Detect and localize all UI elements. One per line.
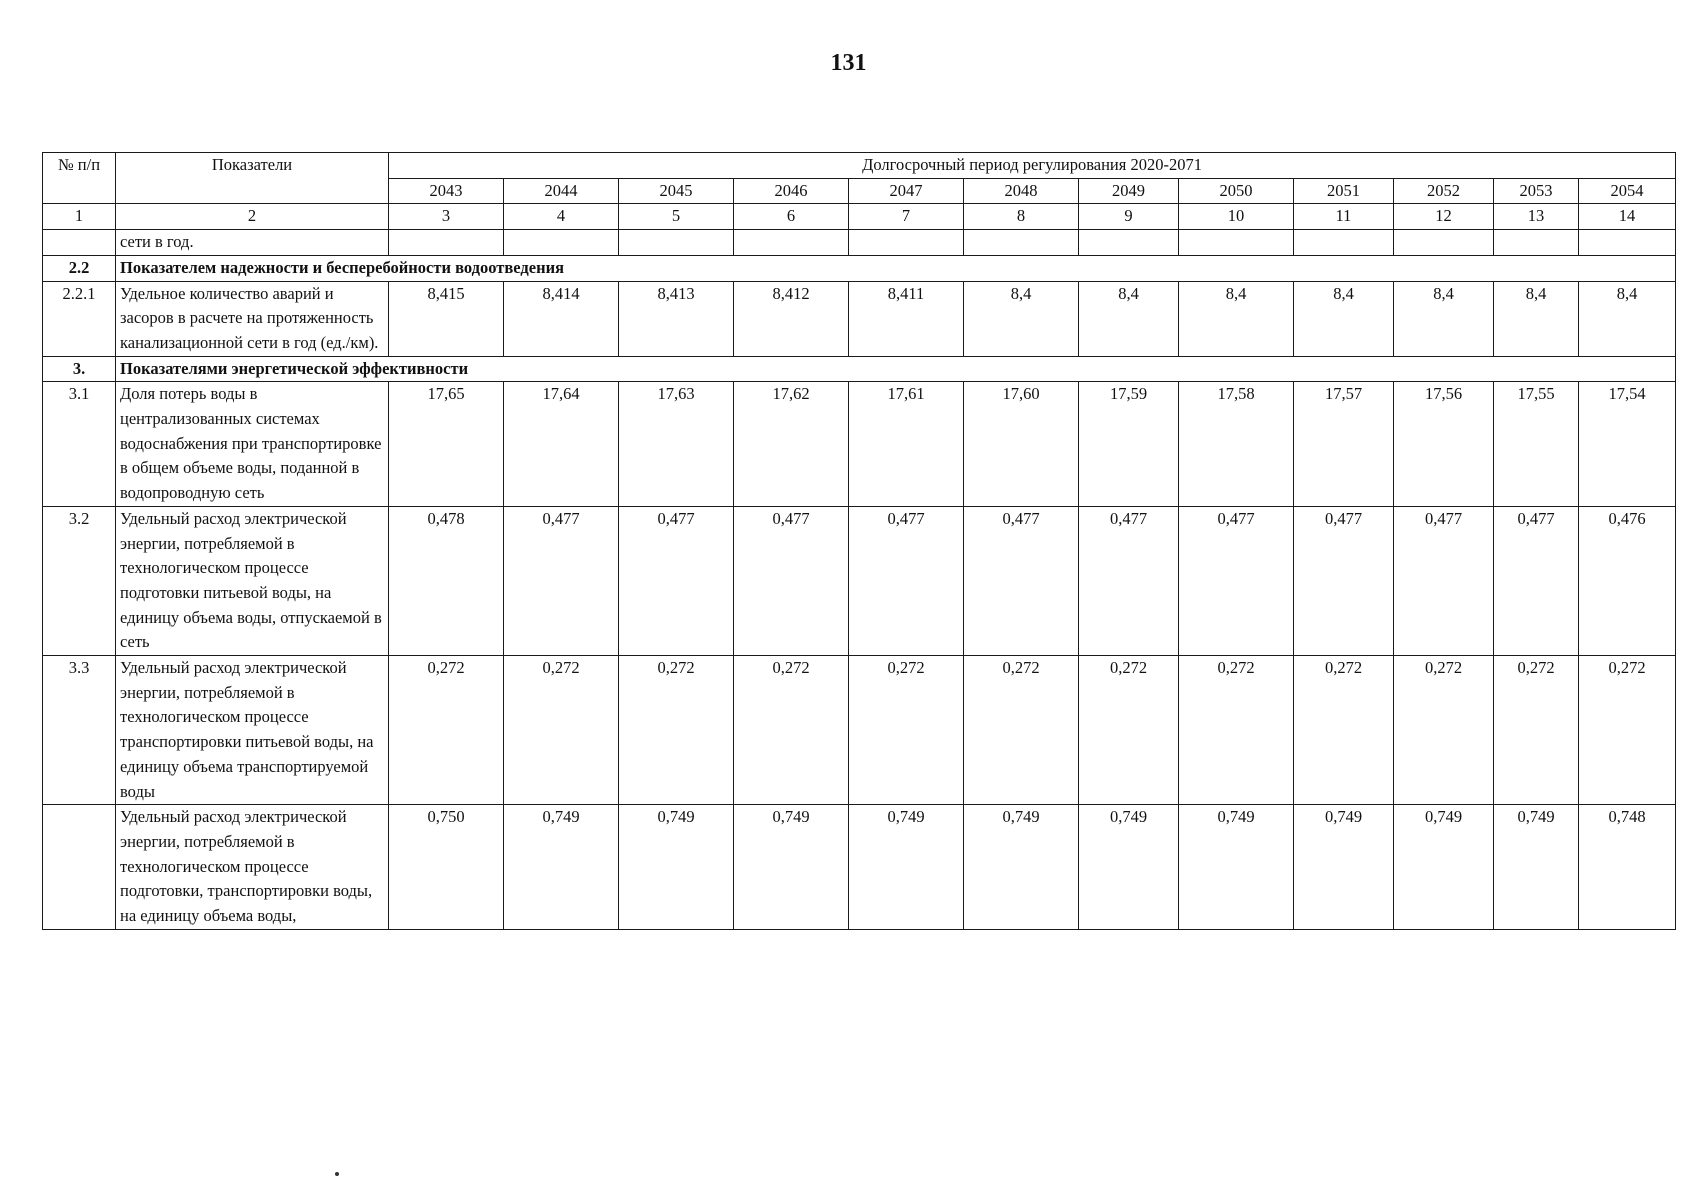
header-year: 2050: [1179, 178, 1294, 204]
row-value: 0,749: [849, 805, 964, 930]
row-value: 8,415: [389, 281, 504, 356]
header-year: 2048: [964, 178, 1079, 204]
row-value: 0,272: [964, 656, 1079, 805]
row-value: 8,413: [619, 281, 734, 356]
row-value: 8,4: [964, 281, 1079, 356]
scan-speck: [335, 1172, 339, 1176]
header-year: 2049: [1079, 178, 1179, 204]
row-value: 0,749: [504, 805, 619, 930]
row-value: 17,64: [504, 382, 619, 507]
row-value: 8,4: [1079, 281, 1179, 356]
row-value: 8,411: [849, 281, 964, 356]
row-value: 0,272: [734, 656, 849, 805]
table-row-last: [43, 805, 1676, 930]
row-value: 8,412: [734, 281, 849, 356]
row-value: 17,61: [849, 382, 964, 507]
row-value: 0,477: [849, 506, 964, 655]
column-number: 7: [849, 204, 964, 230]
row-number: 3.2: [43, 506, 116, 655]
row-value: 0,478: [389, 506, 504, 655]
row-value: 0,477: [1079, 506, 1179, 655]
column-number: 11: [1294, 204, 1394, 230]
row-number: [43, 230, 116, 256]
row-number: 3.1: [43, 382, 116, 507]
row-value: 17,62: [734, 382, 849, 507]
indicators-table: [42, 152, 1676, 930]
row-value: 0,477: [1494, 506, 1579, 655]
header-year: 2053: [1494, 178, 1579, 204]
row-value: 0,477: [619, 506, 734, 655]
row-value: 0,272: [1079, 656, 1179, 805]
row-value: 0,477: [964, 506, 1079, 655]
header-year: 2051: [1294, 178, 1394, 204]
row-value: 0,477: [734, 506, 849, 655]
section-number: 2.2: [43, 255, 116, 281]
row-value: 0,749: [1179, 805, 1294, 930]
row-value: [1179, 230, 1294, 256]
row-value: 0,272: [1579, 656, 1676, 805]
row-number: 2.2.1: [43, 281, 116, 356]
row-value: 17,56: [1394, 382, 1494, 507]
row-value: [964, 230, 1079, 256]
row-name: Удельный расход электрической энергии, потребляемой в технологическом процессе подготовки питьевой воды, на единицу объема воды, отпускаемой в сеть: [116, 506, 389, 655]
header-year: 2043: [389, 178, 504, 204]
row-value: [389, 230, 504, 256]
row-name: Удельный расход электрической энергии, потребляемой в технологическом процессе транспортировки питьевой воды, на единицу объема транспортируемой воды: [116, 656, 389, 805]
row-value: 8,4: [1394, 281, 1494, 356]
column-numbers-row: [43, 204, 1676, 230]
table-row-3-3: [43, 656, 1676, 805]
row-value: 0,272: [1179, 656, 1294, 805]
row-value: 0,749: [1294, 805, 1394, 930]
row-number: 3.3: [43, 656, 116, 805]
row-value: 0,749: [619, 805, 734, 930]
row-value: 8,4: [1179, 281, 1294, 356]
row-value: 17,60: [964, 382, 1079, 507]
row-value: 0,749: [1394, 805, 1494, 930]
row-value: [504, 230, 619, 256]
column-number: 14: [1579, 204, 1676, 230]
section-title: Показателем надежности и бесперебойности водоотведения: [116, 255, 1676, 281]
header-year: 2052: [1394, 178, 1494, 204]
row-number: [43, 805, 116, 930]
header-year: 2047: [849, 178, 964, 204]
column-number: 9: [1079, 204, 1179, 230]
row-value: 0,272: [389, 656, 504, 805]
header-year: 2045: [619, 178, 734, 204]
section-number: 3.: [43, 356, 116, 382]
row-value: 0,477: [1394, 506, 1494, 655]
header-year: 2054: [1579, 178, 1676, 204]
header-year: 2044: [504, 178, 619, 204]
table-row-3-1: [43, 382, 1676, 507]
row-value: 17,58: [1179, 382, 1294, 507]
table-row-2-2-1: [43, 281, 1676, 356]
row-value: [1394, 230, 1494, 256]
header-row-period: [43, 153, 1676, 179]
column-number: 8: [964, 204, 1079, 230]
row-value: 17,54: [1579, 382, 1676, 507]
row-value: [1079, 230, 1179, 256]
column-number: 2: [116, 204, 389, 230]
row-value: 8,414: [504, 281, 619, 356]
row-value: 8,4: [1579, 281, 1676, 356]
table-row-3-2: [43, 506, 1676, 655]
column-number: 12: [1394, 204, 1494, 230]
header-period: Долгосрочный период регулирования 2020-2071: [389, 153, 1676, 179]
row-value: 0,749: [964, 805, 1079, 930]
row-name: сети в год.: [116, 230, 389, 256]
row-value: 0,272: [849, 656, 964, 805]
row-value: 0,476: [1579, 506, 1676, 655]
row-value: [1579, 230, 1676, 256]
row-name: Удельный расход электрической энергии, потребляемой в технологическом процессе подготовки, транспортировки воды, на единицу объема воды,: [116, 805, 389, 930]
row-value: 17,57: [1294, 382, 1394, 507]
row-value: 0,749: [734, 805, 849, 930]
row-value: 0,272: [504, 656, 619, 805]
row-value: 0,749: [1494, 805, 1579, 930]
section-row-2-2: [43, 255, 1676, 281]
row-name: Удельное количество аварий и засоров в расчете на протяженность канализационной сети в год (ед./км).: [116, 281, 389, 356]
section-title: Показателями энергетической эффективности: [116, 356, 1676, 382]
row-value: 17,55: [1494, 382, 1579, 507]
section-row-3: [43, 356, 1676, 382]
row-value: 0,272: [619, 656, 734, 805]
row-value: [1294, 230, 1394, 256]
column-number: 1: [43, 204, 116, 230]
row-value: [849, 230, 964, 256]
header-num: № п/п: [43, 153, 116, 204]
row-value: 8,4: [1294, 281, 1394, 356]
column-number: 4: [504, 204, 619, 230]
header-year: 2046: [734, 178, 849, 204]
column-number: 10: [1179, 204, 1294, 230]
row-value: 8,4: [1494, 281, 1579, 356]
row-value: 0,272: [1294, 656, 1394, 805]
column-number: 13: [1494, 204, 1579, 230]
header-indicators: Показатели: [116, 153, 389, 204]
row-value: 0,750: [389, 805, 504, 930]
row-value: 0,272: [1394, 656, 1494, 805]
row-value: 0,477: [504, 506, 619, 655]
page-number: 131: [830, 50, 867, 76]
row-value: 17,59: [1079, 382, 1179, 507]
row-value: 17,63: [619, 382, 734, 507]
row-value: 0,272: [1494, 656, 1579, 805]
column-number: 3: [389, 204, 504, 230]
row-value: 0,477: [1294, 506, 1394, 655]
row-value: [619, 230, 734, 256]
row-value: 0,749: [1079, 805, 1179, 930]
row-value: 17,65: [389, 382, 504, 507]
column-number: 6: [734, 204, 849, 230]
column-number: 5: [619, 204, 734, 230]
row-value: [734, 230, 849, 256]
row-value: 0,748: [1579, 805, 1676, 930]
table-row-continuation: [43, 230, 1676, 256]
row-value: [1494, 230, 1579, 256]
row-name: Доля потерь воды в централизованных системах водоснабжения при транспортировке в общем объеме воды, поданной в водопроводную сеть: [116, 382, 389, 507]
row-value: 0,477: [1179, 506, 1294, 655]
